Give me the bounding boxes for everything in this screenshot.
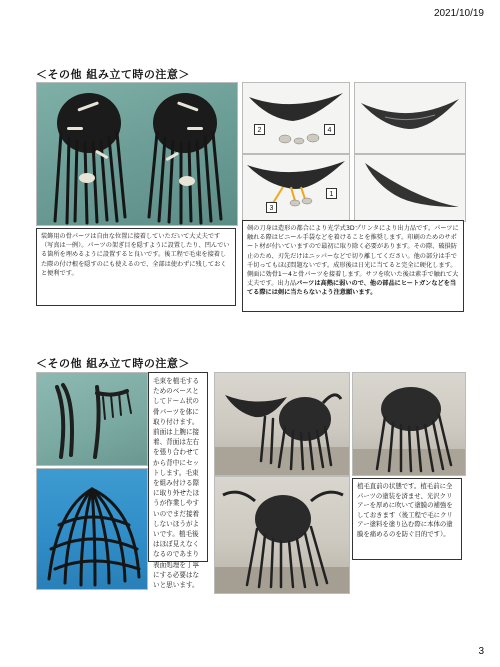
section2-text-painting: [352, 478, 462, 560]
photo-sword-side: [354, 154, 466, 222]
section1-text-sword: [242, 220, 464, 312]
section1-text-sword-normal: 剣の刀身は造形の都合により光学式3Dプリンタにより出力品です。パーツに触れる際はビニール手袋などを着けることを推奨します。印刷のためのサポート材が付いていますので最初に取り除く必要があります。その際、破損防止のため、刃先だけはニッパーなどで切り離してください。他の部分は手で千切ってもほぼ問題ないです。成形後は日光に当てると完全に硬化します。側面に効骨1～4と骨パーツを接着します。サフを吹いた後は素手で触れて大丈夫です。出力品: [247, 225, 459, 288]
photo-sword-parts: [242, 82, 350, 154]
label-3: 3: [266, 202, 277, 213]
label-1: 1: [326, 188, 337, 199]
section2-text-painting-body: 植毛直前の状態です。植毛前に全パーツの塗装を済ませ、光沢クリアーを厚めに吹いて塗膜の補強をしておきます（後工程で毛にクリアー塗料を塗り込む際に本体の塗膜を痛めるのを防ぐ目的です）。: [357, 482, 453, 538]
section1-text-bones: [36, 228, 236, 306]
section1-text-sword-body: [247, 224, 459, 298]
photo-sword-top: [354, 82, 466, 154]
photo-dome-base: [36, 468, 148, 590]
section1-text-sword-warning: パーツは高熱に弱いので、他の部品にヒートガンなどを当てる際には剣に当たらないよう注意願います。: [247, 280, 457, 297]
page-number: 3: [478, 646, 484, 657]
photo-creature-back: [352, 372, 466, 476]
photo-creature-front: [214, 476, 350, 594]
label-2: 2: [254, 124, 265, 135]
section1-heading: ＜その他 組み立て時の注意＞: [36, 68, 190, 81]
photo-creature-side: [214, 372, 350, 476]
section2-text-dome: [148, 372, 208, 590]
photo-body-bones: [36, 82, 238, 226]
section2-heading: ＜その他 組み立て時の注意＞: [36, 357, 190, 370]
document-date: 2021/10/19: [433, 8, 484, 19]
section2-text-dome-body: 毛束を植毛するためのベースとしてドーム状の骨パーツを体に取り付けます。前面は上腕に接着、背面は左右を張り合わせてから背中にセットします。毛束を組み付ける際に取り外せたほうが作業しやすいのでまだ接着しないほうがよいです。植毛後はほぼ見えなくなるのであまり表面処理を丁寧にする必要はないと思います。: [153, 377, 200, 590]
photo-arm-bones: [36, 372, 148, 466]
label-4: 4: [324, 124, 335, 135]
section1-text-bones-body: 装飾用の骨パーツは自由な位置に接着していただいて大丈夫です（写真は一例）。パーツの架ぎ目を隠すように設置したり、凹んでいる箇所を埋めるように設置すると良いです。後工程で毛束を接着した際の付け根を隠すのにも使えるので、全部は使わずに残しておくと便利です。: [41, 233, 230, 277]
